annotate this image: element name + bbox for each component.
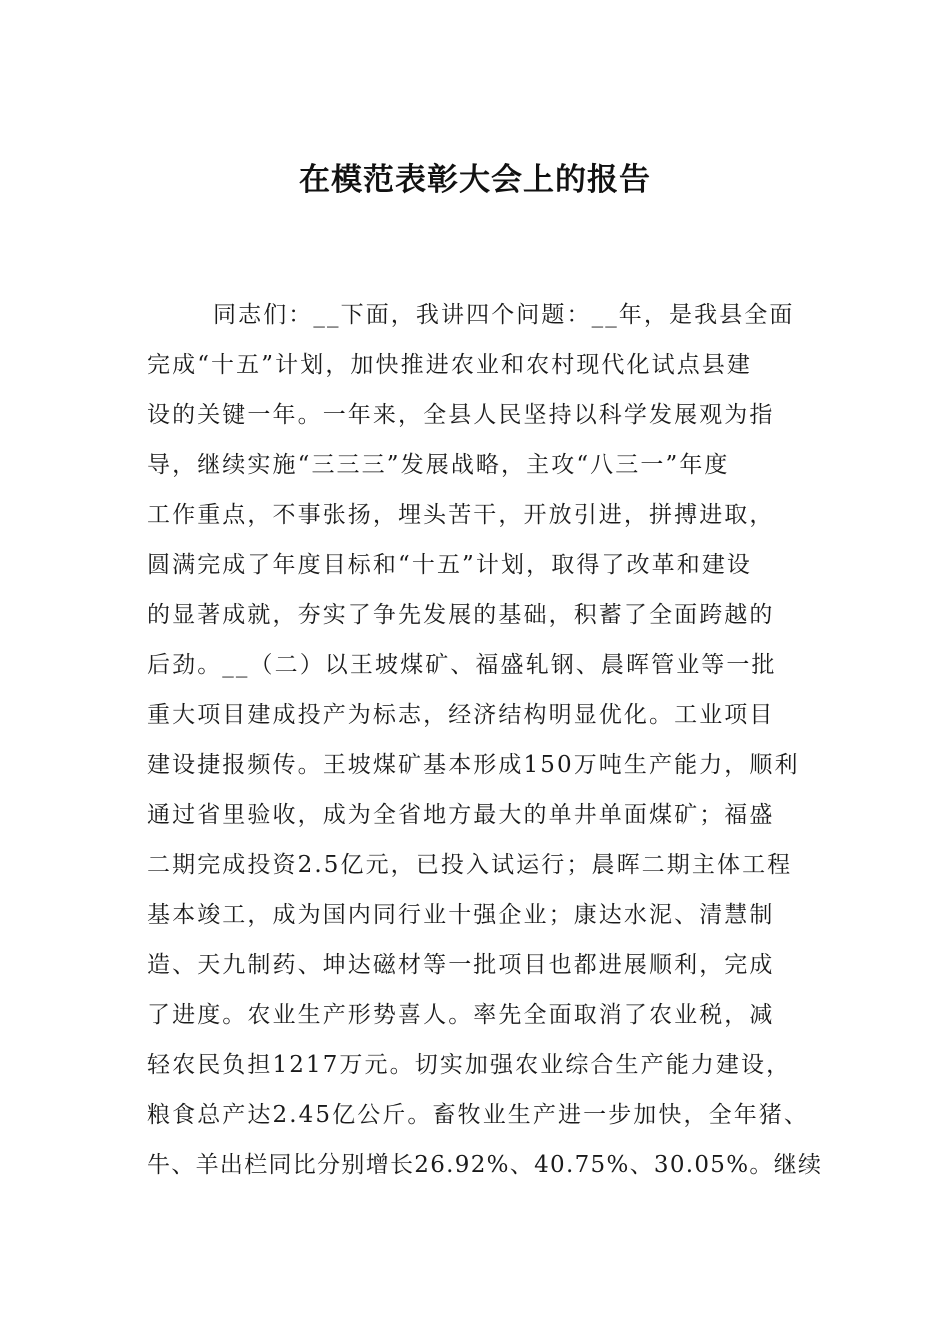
body-line: 基本竣工，成为国内同行业十强企业；康达水泥、清慧制 [147, 902, 775, 928]
body-line: 完成“十五”计划，加快推进农业和农村现代化试点县建 [147, 352, 753, 378]
body-line: 后劲。__（二）以王坡煤矿、福盛轧钢、晨晖管业等一批 [147, 652, 777, 678]
body-line: 导，继续实施“三三三”发展战略，主攻“八三一”年度 [147, 452, 730, 478]
body-line: 牛、羊出栏同比分别增长26.92%、40.75%、30.05%。继续 [147, 1152, 823, 1178]
body-line: 造、天九制药、坤达磁材等一批项目也都进展顺利，完成 [147, 952, 775, 978]
body-line: 工作重点，不事张扬，埋头苦干，开放引进，拼搏进取， [147, 502, 775, 528]
body-line: 圆满完成了年度目标和“十五”计划，取得了改革和建设 [147, 552, 753, 578]
body-line: 设的关键一年。一年来，全县人民坚持以科学发展观为指 [147, 402, 775, 428]
document-body [147, 290, 827, 1190]
body-line: 通过省里验收，成为全省地方最大的单井单面煤矿；福盛 [147, 802, 775, 828]
body-line: 同志们：__下面，我讲四个问题：__年，是我县全面 [213, 302, 795, 328]
body-line: 粮食总产达2.45亿公斤。畜牧业生产进一步加快，全年猪、 [147, 1102, 810, 1128]
body-line: 建设捷报频传。王坡煤矿基本形成150万吨生产能力，顺利 [147, 752, 800, 778]
document-title: 在模范表彰大会上的报告 [299, 162, 651, 198]
body-line: 重大项目建成投产为标志，经济结构明显优化。工业项目 [147, 702, 775, 728]
body-line: 轻农民负担1217万元。切实加强农业综合生产能力建设， [147, 1052, 792, 1078]
body-line: 的显著成就，夯实了争先发展的基础，积蓄了全面跨越的 [147, 602, 775, 628]
body-line: 二期完成投资2.5亿元，已投入试运行；晨晖二期主体工程 [147, 852, 793, 878]
body-line: 了进度。农业生产形势喜人。率先全面取消了农业税，减 [147, 1002, 775, 1028]
